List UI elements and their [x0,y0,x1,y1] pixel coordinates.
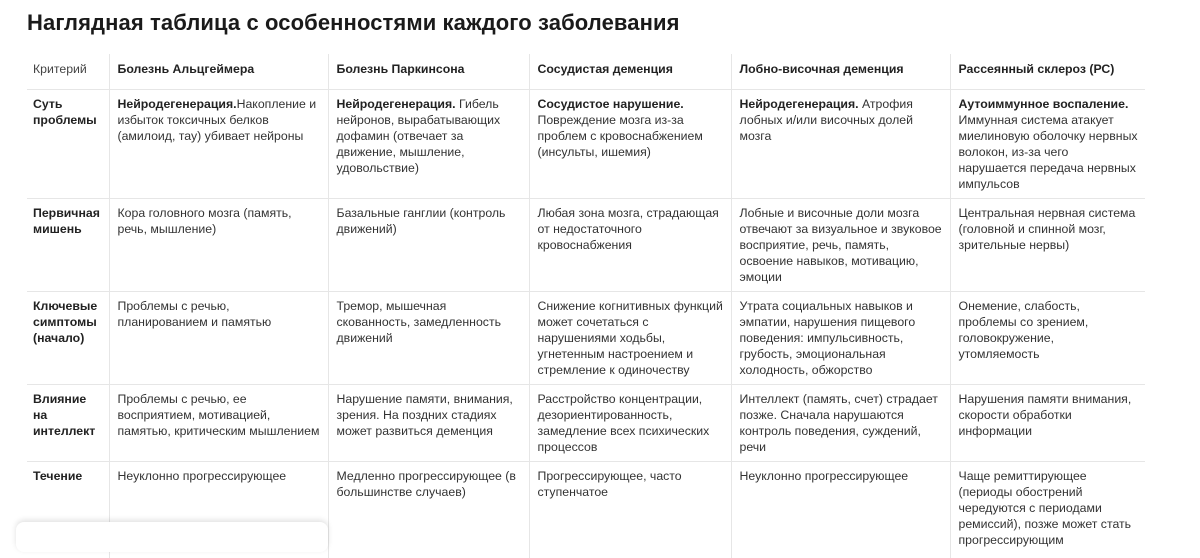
table-cell: Любая зона мозга, страдающая от недостаточного кровоснабжения [529,199,731,292]
header-criterion: Критерий [27,54,109,90]
row-criterion: Течение [27,462,109,558]
header-frontotemporal-dementia: Лобно-височная деменция [731,54,950,90]
cell-lead: Аутоиммунное воспаление. [959,97,1129,111]
table-cell [109,90,328,199]
row-criterion: Ключевые симптомы (начало) [27,292,109,385]
table-cell [529,90,731,199]
table-cell: Медленно прогрессирующее (в большинстве случаев) [328,462,529,558]
table-cell: Расстройство концентрации, дезориентированность, замедление всех психических процессов [529,385,731,462]
table-cell: Проблемы с речью, планированием и памятью [109,292,328,385]
table-cell: Прогрессирующее, часто ступенчатое [529,462,731,558]
header-multiple-sclerosis: Рассеянный склероз (РС) [950,54,1145,90]
table-row [27,292,1145,385]
table-cell: Утрата социальных навыков и эмпатии, нарушения пищевого поведения: импульсивность, грубость, эмоциональная холодность, обжорство [731,292,950,385]
header-vascular-dementia: Сосудистая деменция [529,54,731,90]
cell-text: Иммунная система атакует миелиновую оболочку нервных волокон, из-за чего нарушается передача нервных импульсов [959,113,1138,191]
table-cell: Тремор, мышечная скованность, замедленность движений [328,292,529,385]
table-cell: Нарушение памяти, внимания, зрения. На поздних стадиях может развиться деменция [328,385,529,462]
cell-text: Гибель нейронов, вырабатывающих дофамин (отвечает за движение, мышление, удовольствие) [337,97,501,175]
table-cell: Центральная нервная система (головной и спинной мозг, зрительные нервы) [950,199,1145,292]
cell-text: Повреждение мозга из-за проблем с кровоснабжением (инсульты, ишемия) [538,113,703,159]
table-cell: Снижение когнитивных функций может сочетаться с нарушениями ходьбы, угнетенным настроением и стремление к одиночеству [529,292,731,385]
table-cell: Лобные и височные доли мозга отвечают за визуальное и звуковое восприятие, речь, память, освоение навыков, мотивацию, эмоции [731,199,950,292]
cell-text: Атрофия лобных и/или височных долей мозга [740,97,914,143]
row-criterion: Суть проблемы [27,90,109,199]
table-cell: Нарушения памяти внимания, скорости обработки информации [950,385,1145,462]
table-cell: Базальные ганглии (контроль движений) [328,199,529,292]
table-cell: Интеллект (память, счет) страдает позже. Сначала нарушаются контроль поведения, суждений, речи [731,385,950,462]
table-row [27,199,1145,292]
row-criterion: Первичная мишень [27,199,109,292]
table-body [27,90,1145,558]
table-cell: Неуклонно прогрессирующее [731,462,950,558]
table-row [27,385,1145,462]
header-row [27,54,1145,90]
table-row [27,90,1145,199]
table-cell [731,90,950,199]
table-cell [950,90,1145,199]
table-cell: Чаще ремиттирующее (периоды обострений чередуются с периодами ремиссий), позже может стать прогрессирующим [950,462,1145,558]
header-parkinson: Болезнь Паркинсона [328,54,529,90]
cell-lead: Нейродегенерация. [740,97,859,111]
page-title: Наглядная таблица с особенностями каждого заболевания [27,10,680,36]
cell-text: Накопление и избыток токсичных белков (амилоид, тау) убивает нейроны [118,97,317,143]
cell-lead: Нейродегенерация. [337,97,456,111]
row-criterion: Влияние на интеллект [27,385,109,462]
table-cell: Проблемы с речью, ее восприятием, мотивацией, памятью, критическим мышлением [109,385,328,462]
header-alzheimer: Болезнь Альцгеймера [109,54,328,90]
comparison-table [27,54,1145,558]
table-cell: Неуклонно прогрессирующее [109,462,328,558]
bottom-floating-panel [16,522,328,552]
table-cell [328,90,529,199]
table-header [27,54,1145,90]
table-cell: Онемение, слабость, проблемы со зрением, головокружение, утомляемость [950,292,1145,385]
cell-lead: Сосудистое нарушение. [538,97,684,111]
table-cell: Кора головного мозга (память, речь, мышление) [109,199,328,292]
cell-lead: Нейродегенерация. [118,97,237,111]
